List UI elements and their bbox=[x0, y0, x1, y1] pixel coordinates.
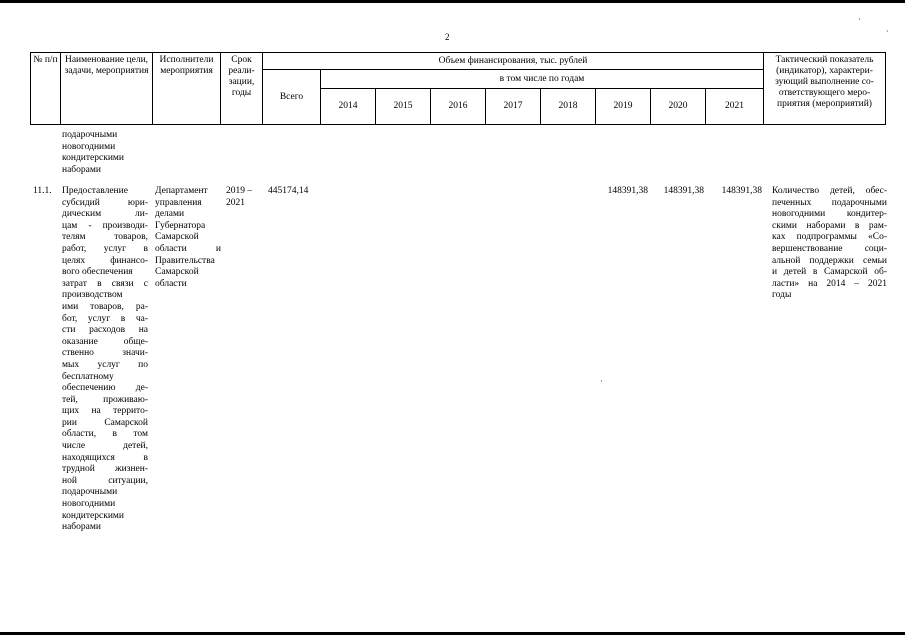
header-term: Срок реали-зации, годы bbox=[221, 53, 263, 125]
header-year: 2018 bbox=[541, 89, 596, 125]
header-num: № п/п bbox=[31, 53, 61, 125]
row-indicator: Количество детей, обес- печенных подарочными новогодними кондитер- скими наборами в рам- ках подпрограммы «Со- вершенствование соци- альной поддержки семьи и детей в Самарской об- ласти» на 2014 – 2021 годы bbox=[772, 186, 887, 301]
page-number: 2 bbox=[445, 32, 450, 42]
row-term: 2019 – 2021 bbox=[226, 186, 253, 208]
header-year: 2016 bbox=[431, 89, 486, 125]
top-border-line bbox=[0, 0, 905, 3]
header-year: 2020 bbox=[651, 89, 706, 125]
scan-speck: · bbox=[600, 377, 603, 386]
row-2020: 148391,38 bbox=[663, 186, 704, 196]
row-2019: 148391,38 bbox=[607, 186, 648, 196]
header-funding: Объем финансирования, тыс. рублей bbox=[263, 53, 764, 70]
header-name: Наименование цели, задачи, мероприятия bbox=[61, 53, 153, 125]
header-year: 2014 bbox=[321, 89, 376, 125]
continuation-text: подарочными новогодними кондитерскими наборами bbox=[62, 130, 125, 175]
header-year: 2015 bbox=[376, 89, 431, 125]
row-total: 445174,14 bbox=[268, 186, 309, 196]
row-name: Предоставление субсидий юри- дическим ли- цам - производи- телям товаров, работ, услуг в целях финансо- вого обеспечения затрат в связи с производством ими товаров, ра- бот, услуг в ча- сти расходов на оказание обще- ственно значи- мых услуг по бесплатному обеспечению де- тей, проживаю- щих на террито- рии Самарской области, в том числе детей, находящихся в трудной жизнен- ной ситуации, подарочными новогодними кондитерскими наборами bbox=[62, 186, 148, 533]
header-year: 2021 bbox=[706, 89, 764, 125]
scan-speck: · bbox=[886, 27, 889, 36]
row-executors: Департамент управления делами Губернатора Самарской области и Правительства Самарской области bbox=[155, 186, 221, 289]
header-year: 2017 bbox=[486, 89, 541, 125]
header-year: 2019 bbox=[596, 89, 651, 125]
scan-speck: · bbox=[858, 15, 861, 24]
header-executors: Исполнители мероприятия bbox=[153, 53, 221, 125]
row-2021: 148391,38 bbox=[721, 186, 762, 196]
header-indicator: Тактический показатель (индикатор), характери-зующий выполнение со-ответствующего меро-приятия (мероприятий) bbox=[764, 53, 886, 125]
header-total: Всего bbox=[263, 70, 321, 125]
row-number: 11.1. bbox=[33, 186, 52, 196]
header-by-years: в том числе по годам bbox=[321, 70, 764, 89]
financing-table-header bbox=[30, 52, 886, 125]
bottom-border-line bbox=[0, 632, 905, 635]
